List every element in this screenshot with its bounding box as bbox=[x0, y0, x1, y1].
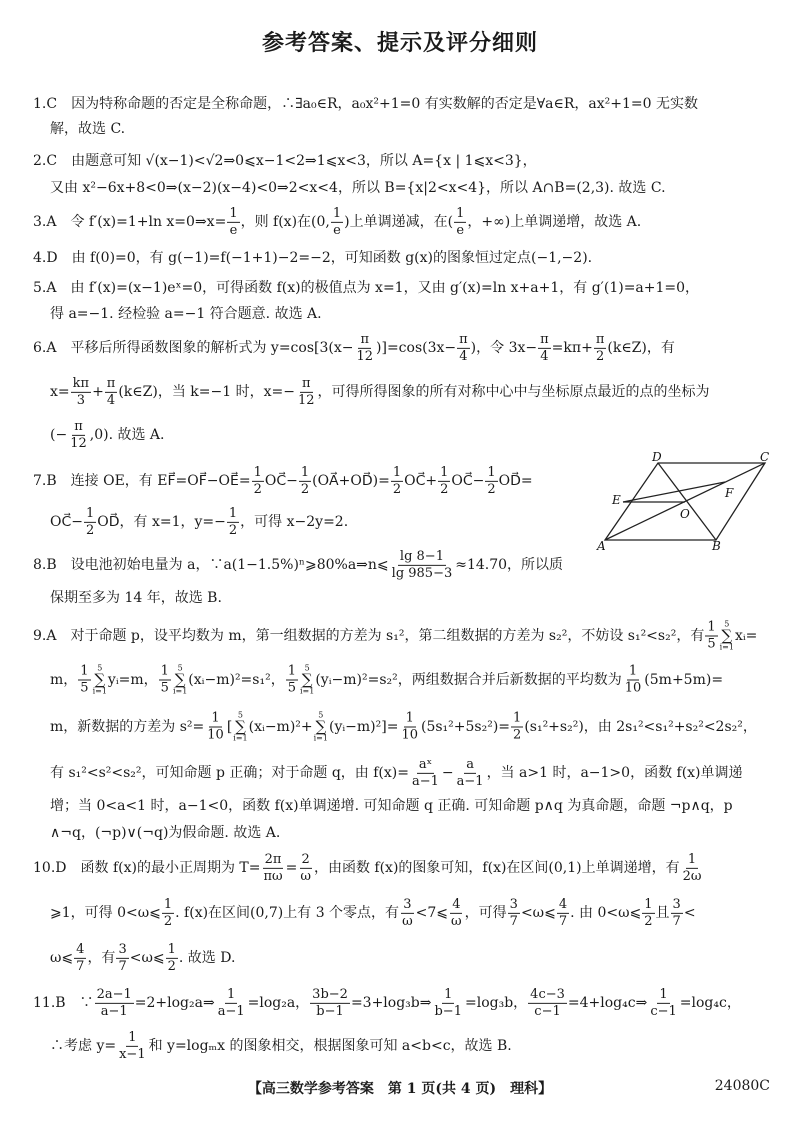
answer-8-line-2 bbox=[50, 591, 222, 605]
denominator: 5 bbox=[80, 680, 89, 696]
label-c: C bbox=[760, 452, 770, 464]
numerator: 2 bbox=[301, 851, 310, 867]
answer-9-line-2 bbox=[50, 665, 723, 696]
fraction bbox=[354, 333, 375, 363]
numerator: 1 bbox=[644, 896, 653, 912]
text-run: (− bbox=[50, 427, 68, 443]
text-run: )，令 3x− bbox=[470, 340, 538, 356]
answer-5-line-1 bbox=[33, 281, 699, 295]
text-run: 11.B ∵ bbox=[33, 995, 94, 1011]
fraction bbox=[642, 898, 654, 928]
denominator: 10 bbox=[207, 727, 224, 743]
text-run: <ω⩽ bbox=[129, 950, 165, 966]
fraction bbox=[485, 466, 497, 496]
text-run: =2+log₂a⇒ bbox=[134, 995, 215, 1011]
text-run: 8.B 设电池初始电量为 a，∵a(1−1.5%)ⁿ⩾80%a⇒n⩽ bbox=[33, 557, 389, 573]
text-run: ，有 bbox=[87, 950, 116, 966]
text-run: 得 a=−1. 经检验 a=−1 符合题意. 故选 A. bbox=[50, 306, 322, 322]
numerator: π bbox=[595, 331, 605, 347]
denominator: 10 bbox=[624, 680, 642, 696]
text-run: (5m+5m)= bbox=[644, 672, 724, 688]
numerator: 1 bbox=[128, 1029, 137, 1045]
fraction bbox=[390, 550, 455, 580]
fraction bbox=[623, 665, 644, 695]
denominator: c−1 bbox=[534, 1003, 561, 1019]
fraction bbox=[95, 988, 134, 1018]
fraction bbox=[331, 207, 343, 237]
text-run: 10.D 函数 f(x)的最小正周期为 T= bbox=[33, 860, 261, 876]
text-run: 解，故选 C. bbox=[50, 121, 126, 137]
fraction bbox=[117, 1031, 148, 1061]
fraction bbox=[227, 207, 239, 237]
numerator: 1 bbox=[487, 464, 496, 480]
fraction bbox=[286, 665, 298, 695]
answer-9-line-3 bbox=[50, 712, 757, 743]
text-run: ，则 f(x)在(0, bbox=[240, 214, 330, 230]
numerator: π bbox=[540, 331, 549, 347]
denominator: 7 bbox=[76, 958, 85, 974]
text-run: ，可得所得图象的所有对称中心中与坐标原点最近的点的坐标为 bbox=[317, 384, 710, 400]
text-run: =4+log₄c⇒ bbox=[567, 995, 648, 1011]
text-run: < bbox=[683, 905, 696, 921]
numerator: 3 bbox=[118, 941, 127, 957]
text-run: ∧¬q，(¬p)∨(¬q)为假命题. 故选 A. bbox=[50, 825, 281, 841]
text-run: . 故选 D. bbox=[178, 950, 236, 966]
text-run: yᵢ=m， bbox=[107, 672, 158, 688]
denominator: 2 bbox=[595, 348, 605, 364]
answer-3-line-1 bbox=[33, 207, 641, 237]
text-run: ，可得 bbox=[464, 905, 507, 921]
text-run: x= bbox=[50, 384, 70, 400]
numerator: 1 bbox=[332, 205, 342, 221]
denominator: 5 bbox=[287, 680, 296, 696]
text-run: xᵢ= bbox=[734, 628, 758, 644]
answer-11-line-2 bbox=[50, 1031, 512, 1061]
denominator: c−1 bbox=[650, 1003, 677, 1019]
text-run: ，+∞)上单调递增，故选 A. bbox=[467, 214, 642, 230]
fraction bbox=[298, 853, 313, 883]
fraction bbox=[511, 712, 523, 742]
numerator: 1 bbox=[440, 464, 449, 480]
numerator: 1 bbox=[227, 986, 236, 1002]
denominator: a−1 bbox=[217, 1003, 245, 1019]
denominator: 10 bbox=[401, 727, 418, 743]
text-run: OC⃗+ bbox=[404, 473, 438, 489]
denominator: b−1 bbox=[316, 1003, 344, 1019]
text-run: OD⃗= bbox=[498, 473, 533, 489]
denominator: 4 bbox=[459, 348, 468, 364]
page-title: 参考答案、提示及评分细则 bbox=[261, 30, 538, 56]
numerator: 1 bbox=[229, 205, 238, 221]
numerator: 1 bbox=[287, 663, 296, 679]
label-a: A bbox=[597, 539, 606, 552]
fraction bbox=[410, 758, 441, 788]
summation-symbol: 5 ∑ i=1 bbox=[719, 619, 734, 652]
numerator: 2a−1 bbox=[96, 986, 132, 1002]
fraction bbox=[528, 988, 567, 1018]
denominator: 7 bbox=[672, 913, 681, 929]
denominator: 2 bbox=[167, 958, 176, 974]
text-run: . f(x)在区间(0,7)上有 3 个零点，有 bbox=[175, 905, 400, 921]
denominator: ω bbox=[300, 868, 311, 884]
summation-symbol: 5 ∑ i=1 bbox=[92, 663, 107, 696]
label-b: B bbox=[712, 539, 721, 552]
numerator: 3 bbox=[672, 896, 681, 912]
fraction bbox=[681, 853, 704, 883]
denominator: 2 bbox=[85, 522, 95, 538]
text-run: [ bbox=[226, 719, 233, 735]
text-run: ,0). 故选 A. bbox=[89, 427, 165, 443]
text-run: OC⃗− bbox=[50, 514, 83, 530]
parallelogram-figure bbox=[595, 452, 780, 552]
denominator: 7 bbox=[118, 958, 127, 974]
fraction bbox=[705, 621, 717, 651]
fraction bbox=[594, 333, 607, 363]
numerator: 1 bbox=[707, 619, 716, 635]
answer-6-line-1 bbox=[33, 333, 675, 363]
numerator: aˣ bbox=[418, 756, 433, 772]
answer-2-line-2 bbox=[50, 181, 666, 195]
answer-5-line-2 bbox=[50, 307, 322, 321]
text-run: )]=cos(3x− bbox=[376, 340, 457, 356]
numerator: 1 bbox=[85, 505, 95, 521]
denominator: 5 bbox=[707, 636, 716, 652]
fraction bbox=[166, 943, 178, 973]
answer-4-line-1 bbox=[33, 251, 592, 265]
text-run: =log₄c， bbox=[679, 995, 741, 1011]
answer-10-line-3 bbox=[50, 943, 235, 973]
text-run: 5.A 由 f′(x)=(x−1)eˣ=0，可得函数 f(x)的极值点为 x=1，又由 g′(x)=ln x+a+1，有 g′(1)=a+1=0， bbox=[33, 280, 700, 296]
text-run: = bbox=[285, 860, 298, 876]
text-run: OD⃗，有 x=1，y=− bbox=[97, 514, 226, 530]
text-run: 有 s₁²<s²<s₂²，可知命题 p 正确；对于命题 q，由 f(x)= bbox=[50, 765, 409, 781]
text-run: OC⃗− bbox=[451, 473, 485, 489]
text-run: 1.C 因为特称命题的否定是全称命题，∴∃a₀∈R，a₀x²+1=0 有实数解的否定是∀a∈R，ax²+1=0 无实数 bbox=[33, 96, 698, 112]
denominator: x−1 bbox=[119, 1046, 146, 1062]
label-o: O bbox=[680, 507, 690, 521]
answer-6-line-2 bbox=[50, 377, 710, 407]
text-run: (5s₁²+5s₂²)= bbox=[421, 719, 511, 735]
text-run: ，由函数 f(x)的图象可知，f(x)在区间(0,1)上单调递增，有 bbox=[313, 860, 680, 876]
fraction bbox=[205, 712, 226, 742]
summation-symbol: 5 ∑ i=1 bbox=[233, 710, 248, 743]
fraction bbox=[457, 333, 470, 363]
numerator: 1 bbox=[392, 464, 402, 480]
denominator: 2ω bbox=[682, 868, 702, 884]
text-run: =3+log₃b⇒ bbox=[350, 995, 432, 1011]
numerator: 1 bbox=[628, 663, 638, 679]
answer-7-line-2 bbox=[50, 507, 348, 537]
numerator: 4 bbox=[452, 896, 461, 912]
text-run: 保期至多为 14 年，故选 B. bbox=[50, 590, 222, 606]
numerator: 1 bbox=[687, 851, 697, 867]
denominator: 2 bbox=[644, 913, 653, 929]
numerator: 2π bbox=[264, 851, 282, 867]
fraction bbox=[162, 898, 174, 928]
numerator: lg 8−1 bbox=[399, 548, 444, 564]
answer-8-line-1 bbox=[33, 550, 563, 580]
fraction bbox=[296, 377, 317, 407]
denominator: 7 bbox=[558, 913, 568, 929]
numerator: 3b−2 bbox=[312, 986, 348, 1002]
label-d: D bbox=[652, 452, 662, 464]
answer-9-line-5 bbox=[50, 799, 733, 813]
denominator: e bbox=[333, 222, 341, 238]
numerator: a bbox=[466, 756, 474, 772]
text-run: )上单调递减，在( bbox=[344, 214, 454, 230]
summation-symbol: 5 ∑ i=1 bbox=[299, 663, 315, 696]
numerator: 1 bbox=[253, 464, 262, 480]
fraction bbox=[252, 466, 264, 496]
numerator: 1 bbox=[160, 663, 169, 679]
numerator: π bbox=[360, 331, 370, 347]
numerator: 1 bbox=[211, 710, 220, 726]
text-run: 4.D 由 f(0)=0，有 g(−1)=f(−1+1)−2=−2，可知函数 g(x)的图象恒过定点(−1,−2). bbox=[33, 250, 593, 266]
denominator: e bbox=[456, 222, 465, 238]
fraction bbox=[538, 333, 551, 363]
numerator: π bbox=[301, 375, 311, 391]
fraction bbox=[78, 665, 90, 695]
text-run: (xᵢ−m)²+ bbox=[248, 719, 313, 735]
label-f: F bbox=[725, 486, 734, 500]
numerator: 1 bbox=[456, 205, 465, 221]
denominator: 7 bbox=[509, 913, 518, 929]
numerator: 4 bbox=[76, 941, 85, 957]
numerator: 1 bbox=[300, 464, 310, 480]
denominator: 5 bbox=[160, 680, 169, 696]
denominator: 12 bbox=[356, 348, 374, 364]
numerator: 1 bbox=[444, 986, 453, 1002]
fraction bbox=[105, 377, 118, 407]
text-run: . 由 0<ω⩽ bbox=[570, 905, 642, 921]
text-run: (yᵢ−m)²=s₂²，两组数据合并后新数据的平均数为 bbox=[315, 672, 622, 688]
fraction bbox=[454, 207, 466, 237]
text-run: 3.A 令 f′(x)=1+ln x=0⇒x= bbox=[33, 214, 227, 230]
numerator: 1 bbox=[405, 710, 414, 726]
fraction bbox=[74, 943, 86, 973]
text-run: m， bbox=[50, 672, 78, 688]
denominator: b−1 bbox=[434, 1003, 462, 1019]
fraction bbox=[399, 712, 420, 742]
text-run: ，当 a>1 时，a−1>0，函数 f(x)单调递 bbox=[486, 765, 743, 781]
fraction bbox=[391, 466, 403, 496]
fraction bbox=[432, 988, 464, 1018]
fraction bbox=[449, 898, 464, 928]
text-run: ，可得 x−2y=2. bbox=[240, 514, 349, 530]
summation-symbol: 5 ∑ i=1 bbox=[313, 710, 328, 743]
text-run: 7.B 连接 OE，有 EF⃗=OF⃗−OE⃗= bbox=[33, 473, 251, 489]
text-run: (xᵢ−m)²=s₁²， bbox=[188, 672, 285, 688]
denominator: 2 bbox=[228, 522, 238, 538]
numerator: 1 bbox=[228, 505, 238, 521]
fraction bbox=[648, 988, 678, 1018]
fraction bbox=[455, 758, 486, 788]
answer-7-line-1 bbox=[33, 466, 533, 496]
denominator: 4 bbox=[540, 348, 549, 364]
denominator: 2 bbox=[253, 481, 262, 497]
numerator: 1 bbox=[659, 986, 668, 1002]
text-run: ⩾1，可得 0<ω⩽ bbox=[50, 905, 161, 921]
numerator: 4 bbox=[558, 896, 568, 912]
denominator: πω bbox=[263, 868, 283, 884]
fraction bbox=[84, 507, 96, 537]
fraction bbox=[508, 898, 520, 928]
denominator: 4 bbox=[106, 392, 116, 408]
text-run: + bbox=[92, 384, 104, 400]
fraction bbox=[227, 507, 239, 537]
denominator: a−1 bbox=[100, 1003, 128, 1019]
text-run: m，新数据的方差为 s²= bbox=[50, 719, 205, 735]
answer-6-line-3 bbox=[50, 420, 164, 450]
answer-1-line-2 bbox=[50, 122, 125, 136]
denominator: ω bbox=[451, 913, 462, 929]
denominator: 12 bbox=[297, 392, 315, 408]
numerator: π bbox=[106, 375, 116, 391]
denominator: a−1 bbox=[456, 773, 484, 789]
text-run: (yᵢ−m)²]= bbox=[328, 719, 399, 735]
fraction bbox=[261, 853, 284, 883]
text-run: ∴考虑 y= bbox=[50, 1038, 117, 1054]
numerator: 1 bbox=[513, 710, 522, 726]
text-run: 9.A 对于命题 p，设平均数为 m，第一组数据的方差为 s₁²，第二组数据的方差为 s₂²，不妨设 s₁²<s₂²，有 bbox=[33, 628, 705, 644]
denominator: 2 bbox=[392, 481, 402, 497]
answer-9-line-4 bbox=[50, 758, 743, 788]
answer-2-line-1 bbox=[33, 154, 537, 168]
answer-1-line-1 bbox=[33, 97, 698, 111]
fraction bbox=[438, 466, 450, 496]
label-e: E bbox=[612, 493, 621, 507]
fraction bbox=[68, 420, 89, 450]
text-run: <7⩽ bbox=[415, 905, 449, 921]
document-code: 24080C bbox=[714, 1078, 770, 1094]
denominator: 2 bbox=[487, 481, 496, 497]
numerator: kπ bbox=[72, 375, 90, 391]
numerator: 1 bbox=[80, 663, 89, 679]
text-run: (k∈Z)，有 bbox=[607, 340, 675, 356]
denominator: 2 bbox=[163, 913, 173, 929]
denominator: 12 bbox=[70, 435, 87, 451]
text-run: 且 bbox=[655, 905, 670, 921]
denominator: 2 bbox=[513, 727, 522, 743]
text-run: =log₃b， bbox=[464, 995, 528, 1011]
text-run: 增；当 0<a<1 时，a−1<0，函数 f(x)单调递增. 可知命题 q 正确. 可知命题 p∧q 为真命题，命题 ¬p∧q，p bbox=[50, 798, 733, 814]
fraction bbox=[216, 988, 247, 1018]
fraction bbox=[400, 898, 415, 928]
text-run: 又由 x²−6x+8<0⇒(x−2)(x−4)<0⇒2<x<4，所以 B={x|2<x<4}，所以 A∩B=(2,3). 故选 C. bbox=[50, 180, 666, 196]
fraction bbox=[71, 377, 91, 407]
denominator: 2 bbox=[300, 481, 310, 497]
text-run: (s₁²+s₂²)，由 2s₁²<s₁²+s₂²<2s₂²， bbox=[524, 719, 757, 735]
text-run: 2.C 由题意可知 √(x−1)<√2⇒0⩽x−1<2⇒1⩽x<3，所以 A={x | 1⩽x<3}， bbox=[33, 153, 537, 169]
denominator: 3 bbox=[76, 392, 85, 408]
text-run: 6.A 平移后所得函数图象的解析式为 y=cos[3(x− bbox=[33, 340, 354, 356]
answer-10-line-1 bbox=[33, 853, 704, 883]
fraction bbox=[116, 943, 128, 973]
denominator: lg 985−3 bbox=[391, 565, 453, 581]
text-run: ≈14.70，所以质 bbox=[455, 557, 564, 573]
fraction bbox=[299, 466, 311, 496]
text-run: <ω⩽ bbox=[520, 905, 556, 921]
fraction bbox=[159, 665, 171, 695]
text-run: (OA⃗+OD⃗)= bbox=[312, 473, 390, 489]
numerator: 1 bbox=[163, 896, 173, 912]
denominator: 2 bbox=[440, 481, 449, 497]
text-run: =log₂a， bbox=[247, 995, 310, 1011]
text-run: =kπ+ bbox=[551, 340, 593, 356]
text-run: ω⩽ bbox=[50, 950, 74, 966]
text-run: (k∈Z)，当 k=−1 时，x=− bbox=[118, 384, 295, 400]
text-run: OC⃗− bbox=[264, 473, 298, 489]
summation-symbol: 5 ∑ i=1 bbox=[172, 663, 188, 696]
fraction bbox=[671, 898, 683, 928]
numerator: 3 bbox=[403, 896, 412, 912]
denominator: e bbox=[229, 222, 238, 238]
answer-9-line-6 bbox=[50, 826, 280, 840]
answer-11-line-1 bbox=[33, 988, 741, 1018]
numerator: π bbox=[459, 331, 468, 347]
answer-9-line-1 bbox=[33, 621, 757, 652]
denominator: ω bbox=[402, 913, 413, 929]
denominator: a−1 bbox=[411, 773, 439, 789]
text-run: − bbox=[441, 765, 454, 781]
numerator: 4c−3 bbox=[530, 986, 565, 1002]
fraction bbox=[557, 898, 569, 928]
answer-10-line-2 bbox=[50, 898, 696, 928]
fraction bbox=[310, 988, 350, 1018]
text-run: 和 y=logₘx 的图象相交，根据图象可知 a<b<c，故选 B. bbox=[148, 1038, 512, 1054]
page-footer: 【高三数学参考答案 第 1 页(共 4 页) 理科】 bbox=[247, 1081, 553, 1097]
numerator: 1 bbox=[167, 941, 176, 957]
numerator: 3 bbox=[509, 896, 518, 912]
numerator: π bbox=[74, 418, 83, 434]
